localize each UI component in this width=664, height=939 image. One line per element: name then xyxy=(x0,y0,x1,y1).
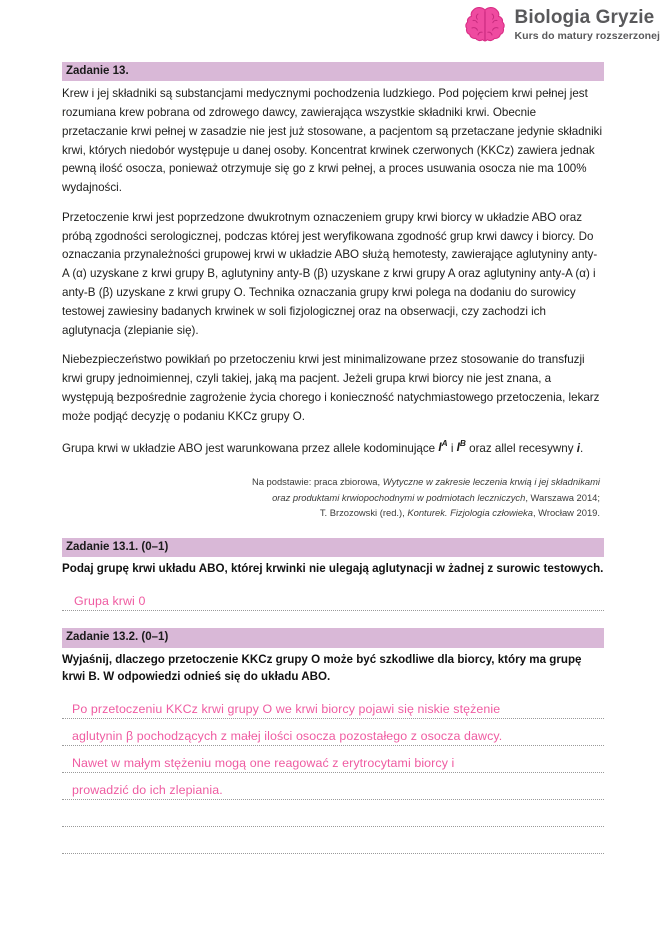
answer-line[interactable] xyxy=(62,692,604,719)
passage-paragraph-3: Niebezpieczeństwo powikłań po przetoczeniu krwi jest minimalizowane przez stosowanie do transfuzji krwi grupy jednoimiennej, czyli takiej, jaką ma pacjent. Jeżeli grupa krwi biorcy nie jest znana, a występują bezpośrednie zagrożenie życia chorego i konieczność natychmiastowego przetoczenia, lekarz może podjąć decyzję o podaniu KKCz grupy O. xyxy=(62,353,600,423)
allele-IB-base: I xyxy=(456,441,460,455)
allele-IB-sup: B xyxy=(459,438,466,449)
source-line-3 xyxy=(62,505,600,521)
source-line-3-plain-a: T. Brzozowski (red.), xyxy=(319,507,408,519)
dotted-rule xyxy=(62,610,604,611)
brand-subtitle: Kurs do matury rozszerzonej xyxy=(514,30,660,43)
answer-line[interactable] xyxy=(62,773,604,800)
source-line-1-plain: Na podstawie: praca zbiorowa, xyxy=(251,476,383,488)
answer-line[interactable] xyxy=(62,746,604,773)
passage-allele-sentence xyxy=(62,438,604,459)
brain-icon xyxy=(464,6,506,44)
task-13-2-banner: Zadanie 13.2. (0–1) xyxy=(62,628,604,647)
task-13-banner: Zadanie 13. xyxy=(62,62,604,81)
task-13-1-banner: Zadanie 13.1. (0–1) xyxy=(62,538,604,557)
task-13-1-prompt: Podaj grupę krwi układu ABO, której krwinki nie ulegają aglutynacji w żadnej z surowic testowych. xyxy=(62,561,604,575)
handwritten-answer: Nawet w małym stężeniu mogą one reagować z erytrocytami biorcy i xyxy=(72,756,455,771)
source-citation xyxy=(62,474,604,521)
source-line-1-italic: Wytyczne w zakresie leczenia krwią i jej składnikami xyxy=(382,476,600,488)
allele-IB xyxy=(456,438,466,455)
handwritten-answer: aglutynin β pochodzących z małej ilości osocza pozostałego z osocza dawcy. xyxy=(72,729,503,744)
answer-line[interactable] xyxy=(62,719,604,746)
handwritten-answer: Po przetoczeniu KKCz krwi grupy O we krwi biorcy pojawi się niskie stężenie xyxy=(72,702,501,717)
source-line-3-italic: Konturek. Fizjologia człowieka xyxy=(407,507,533,519)
task-13-2-answer-area[interactable] xyxy=(62,692,604,854)
allele-sentence-after: oraz allel recesywny xyxy=(465,441,577,455)
allele-IA xyxy=(438,438,448,455)
brand-header xyxy=(464,6,660,44)
answer-line[interactable] xyxy=(62,800,604,827)
source-line-2-italic: oraz produktami krwiopochodnymi w podmiotach leczniczych xyxy=(272,491,526,503)
dotted-rule xyxy=(62,853,604,854)
answer-line[interactable] xyxy=(62,584,604,611)
answer-line[interactable] xyxy=(62,827,604,854)
exam-sheet xyxy=(62,62,604,854)
handwritten-answer: Grupa krwi 0 xyxy=(74,594,146,609)
allele-IA-base: I xyxy=(438,441,442,455)
allele-i: i xyxy=(576,441,580,455)
source-line-2-plain: , Warszawa 2014; xyxy=(525,491,600,503)
source-line-3-plain-b: , Wrocław 2019. xyxy=(532,507,600,519)
allele-sentence-between: i xyxy=(447,441,457,455)
source-line-1 xyxy=(62,474,600,490)
allele-sentence-before: Grupa krwi w układzie ABO jest warunkowana przez allele kodominujące xyxy=(62,441,439,455)
allele-sentence-end: . xyxy=(579,441,584,455)
brand-text xyxy=(515,8,660,42)
source-line-2 xyxy=(62,490,600,506)
passage-paragraph-2: Przetoczenie krwi jest poprzedzone dwukrotnym oznaczeniem grupy krwi biorcy w układzie ABO oraz próbą zgodności serologicznej, podczas której jest weryfikowana zgodność grup krwi dawcy i biorcy. Do oznaczania przynależności grupowej krwi w układzie ABO służą hemotesty, zawierające aglutyniny anty-A (α) uzyskane z krwi grupy B, aglutyniny anty-B (β) uzyskane z krwi grupy A oraz aglutyniny anty-A (α) i anty-B (β) uzyskane z krwi grupy O. Technika oznaczania grupy krwi polega na dodaniu do surowicy testowej zawiesiny badanych krwinek w soli fizjologicznej oraz na obserwacji, czy zachodzi ich aglutynacja (zlepianie się). xyxy=(62,210,598,337)
task-13-1-answer-area[interactable] xyxy=(62,584,604,611)
brand-title: Biologia Gryzie xyxy=(514,7,655,29)
passage-paragraph-1: Krew i jej składniki są substancjami medycznymi pochodzenia ludzkiego. Pod pojęciem krwi pełnej jest rozumiana krew pobrana od zdrowego dawcy, zawierająca wszystkie składniki krwi. Obecnie przetaczanie krwi pełnej w zasadzie nie jest już stosowane, a pacjentom są przetaczane jedynie składniki krwi, których niedobór występuje u danej osoby. Koncentrat krwinek czerwonych (KKCz) zawiera jednak pewną ilość osocza, ponieważ otrzymuje się go z krwi pełnej, a proces usuwania osocza nie ma 100% wydajności. xyxy=(62,87,603,195)
handwritten-answer: prowadzić do ich zlepiania. xyxy=(72,783,223,798)
task-13-2-prompt: Wyjaśnij, dlaczego przetoczenie KKCz grupy O może być szkodliwe dla biorcy, który ma grupę krwi B. W odpowiedzi odnieś się do układu ABO. xyxy=(62,652,582,683)
allele-IA-sup: A xyxy=(441,438,448,449)
